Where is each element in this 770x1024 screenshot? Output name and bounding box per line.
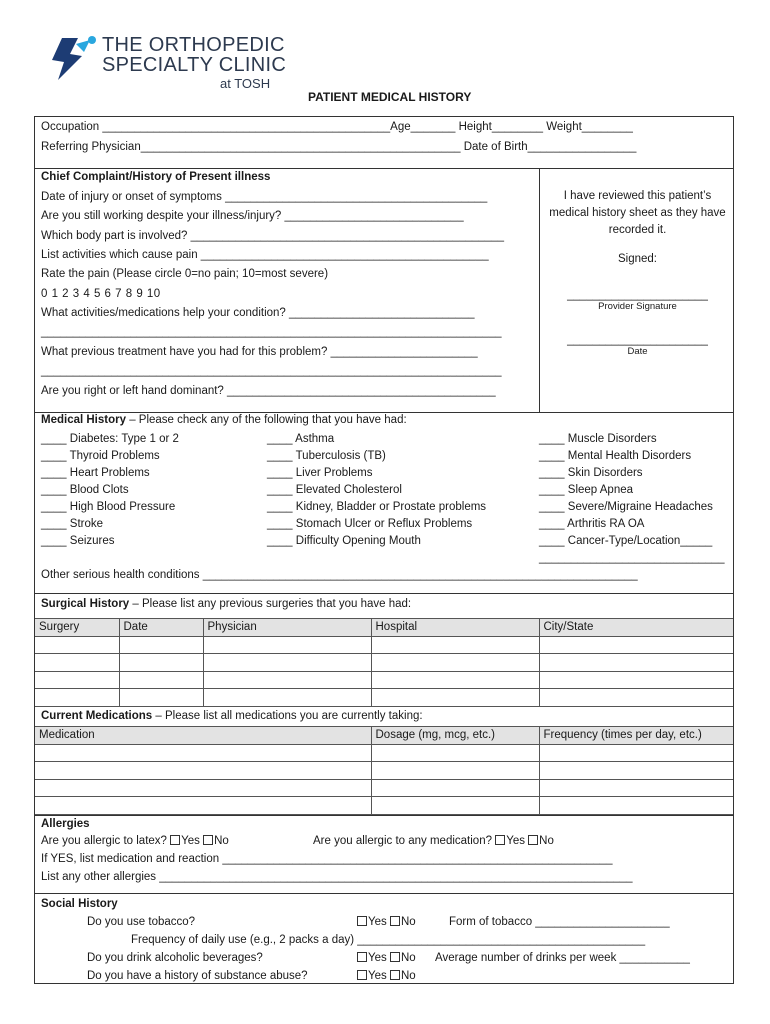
medical-history-heading: Medical History: [41, 414, 126, 426]
tobacco-options: [357, 916, 416, 928]
column-header: Physician: [203, 619, 371, 637]
logo-subtitle: at TOSH: [220, 76, 271, 91]
latex-question-label: Are you allergic to latex?: [41, 835, 167, 847]
conditions-column-3: [539, 431, 724, 567]
medical-history-header: [41, 414, 407, 426]
medication-allergy-question: [313, 835, 554, 847]
table-cell[interactable]: [539, 779, 733, 797]
table-cell[interactable]: [35, 744, 371, 762]
condition-item[interactable]: ____ Muscle Disorders: [539, 433, 657, 445]
tobacco-question: Do you use tobacco?: [87, 916, 196, 928]
surgical-history-heading: Surgical History: [41, 598, 130, 610]
yes-label: Yes: [368, 952, 387, 964]
clinic-logo: [48, 32, 288, 92]
body-part-field[interactable]: Which body part is involved? _________________________________________________: [41, 230, 504, 242]
no-label: No: [214, 835, 229, 847]
conditions-column-1: [41, 431, 179, 550]
yes-label: Yes: [181, 835, 200, 847]
logo-line-2: SPECIALTY CLINIC: [102, 54, 287, 76]
latex-allergy-question: [41, 835, 229, 847]
divider: [35, 412, 733, 413]
condition-item[interactable]: ____ Skin Disorders: [539, 467, 643, 479]
chief-complaint-heading: Chief Complaint/History of Present illness: [41, 171, 271, 183]
column-header: Date: [119, 619, 203, 637]
table-cell[interactable]: [539, 654, 733, 672]
table-cell[interactable]: [371, 779, 539, 797]
table-row[interactable]: [35, 762, 733, 780]
hand-dominance-field[interactable]: Are you right or left hand dominant? __________________________________________: [41, 385, 496, 397]
table-cell[interactable]: [539, 671, 733, 689]
alcohol-options: [357, 952, 416, 964]
review-statement: I have reviewed this patient’s medical history sheet as they have recorded it.: [549, 190, 726, 236]
medication-question-label: Are you allergic to any medication?: [313, 835, 492, 847]
table-cell[interactable]: [539, 689, 733, 707]
table-row[interactable]: [35, 654, 733, 672]
table-row[interactable]: [35, 689, 733, 707]
table-cell[interactable]: [203, 636, 371, 654]
condition-item[interactable]: ____ Cancer-Type/Location_____: [539, 535, 713, 547]
tobacco-no-checkbox[interactable]: [390, 916, 400, 926]
table-cell[interactable]: [35, 671, 119, 689]
provider-review-box: [539, 168, 735, 413]
table-cell[interactable]: [371, 654, 539, 672]
pain-activities-field[interactable]: List activities which cause pain _____________________________________________: [41, 249, 489, 261]
medications-table: [35, 726, 733, 815]
condition-item[interactable]: ____ Difficulty Opening Mouth: [267, 535, 421, 547]
no-label: No: [539, 835, 554, 847]
previous-treatment-field[interactable]: What previous treatment have you had for this problem? _______________________: [41, 346, 478, 358]
table-cell[interactable]: [371, 744, 539, 762]
latex-yes-checkbox[interactable]: [170, 835, 180, 845]
condition-item[interactable]: ____ Severe/Migraine Headaches: [539, 501, 713, 513]
table-cell[interactable]: [203, 654, 371, 672]
still-working-field[interactable]: Are you still working despite your illness/injury? ____________________________: [41, 210, 464, 222]
document-title: PATIENT MEDICAL HISTORY: [308, 90, 472, 104]
onset-date-field[interactable]: Date of injury or onset of symptoms _________________________________________: [41, 191, 488, 203]
medication-yes-checkbox[interactable]: [495, 835, 505, 845]
alcohol-yes-checkbox[interactable]: [357, 952, 367, 962]
table-row[interactable]: [35, 744, 733, 762]
other-allergies-field[interactable]: List any other allergies __________________________________________________________________________: [41, 871, 633, 883]
condition-item[interactable]: ____ High Blood Pressure: [41, 501, 176, 513]
column-header: Medication: [35, 727, 371, 745]
condition-item[interactable]: ____ Blood Clots: [41, 484, 129, 496]
condition-item[interactable]: ____ Stomach Ulcer or Reflux Problems: [267, 518, 473, 530]
alcohol-question: Do you drink alcoholic beverages?: [87, 952, 263, 964]
column-header: Hospital: [371, 619, 539, 637]
tobacco-form-field[interactable]: Form of tobacco _____________________: [449, 916, 670, 928]
form-frame: [34, 116, 734, 984]
alcohol-no-checkbox[interactable]: [390, 952, 400, 962]
runner-logo-icon: [48, 34, 100, 82]
table-cell[interactable]: [119, 654, 203, 672]
table-cell[interactable]: [35, 689, 119, 707]
yes-label: Yes: [368, 916, 387, 928]
table-cell[interactable]: [539, 762, 733, 780]
column-header: City/State: [539, 619, 733, 637]
helpful-activities-continued[interactable]: ________________________________________________________________________: [41, 326, 502, 338]
table-cell[interactable]: [371, 671, 539, 689]
no-label: No: [400, 952, 416, 964]
substance-abuse-options: [357, 970, 416, 982]
condition-item-continued[interactable]: _____________________________: [539, 552, 725, 564]
provider-signature-line[interactable]: ______________________: [567, 289, 708, 301]
tobacco-yes-checkbox[interactable]: [357, 916, 367, 926]
logo-line-1: THE ORTHOPEDIC: [102, 34, 285, 56]
reaction-list-field[interactable]: If YES, list medication and reaction _____________________________________________________________: [41, 853, 613, 865]
occupation-line[interactable]: Occupation _____________________________________________Age_______ Height________ Weight________: [41, 121, 633, 133]
condition-item[interactable]: ____ Sleep Apnea: [539, 484, 634, 496]
table-cell[interactable]: [119, 689, 203, 707]
medications-heading: Current Medications: [41, 710, 153, 722]
condition-item[interactable]: ____ Tuberculosis (TB): [267, 450, 386, 462]
tobacco-frequency-field[interactable]: Frequency of daily use (e.g., 2 packs a day) _____________________________________________: [131, 934, 646, 946]
substance-abuse-question: Do you have a history of substance abuse?: [87, 970, 308, 982]
pain-scale[interactable]: 0 1 2 3 4 5 6 7 8 9 10: [41, 288, 161, 300]
column-header: Frequency (times per day, etc.): [539, 727, 733, 745]
pain-rating-instruction: Rate the pain (Please circle 0=no pain; 10=most severe): [41, 268, 329, 280]
divider: [35, 815, 733, 816]
condition-item[interactable]: ____ Asthma: [267, 433, 335, 445]
signed-label: Signed:: [617, 253, 657, 265]
date-signature-label: Date: [627, 346, 648, 357]
table-cell[interactable]: [539, 636, 733, 654]
table-cell[interactable]: [539, 744, 733, 762]
condition-item[interactable]: ____ Seizures: [41, 535, 115, 547]
condition-item[interactable]: ____ Kidney, Bladder or Prostate problems: [267, 501, 487, 513]
table-cell[interactable]: [35, 779, 371, 797]
table-cell[interactable]: [35, 762, 371, 780]
allergies-heading: Allergies: [41, 818, 90, 830]
medications-header: [41, 710, 423, 722]
column-header: Surgery: [35, 619, 119, 637]
table-cell[interactable]: [203, 671, 371, 689]
medication-no-checkbox[interactable]: [528, 835, 538, 845]
referring-physician-line[interactable]: Referring Physician__________________________________________________ Date of Birth_________________: [41, 141, 637, 153]
date-signature-line[interactable]: ______________________: [567, 334, 708, 346]
substance-no-checkbox[interactable]: [390, 970, 400, 980]
drinks-per-week-field[interactable]: Average number of drinks per week ___________: [435, 952, 690, 964]
social-history-heading: Social History: [41, 898, 118, 910]
condition-item[interactable]: ____ Liver Problems: [267, 467, 373, 479]
no-label: No: [400, 970, 416, 982]
condition-item[interactable]: ____ Mental Health Disorders: [539, 450, 692, 462]
table-cell[interactable]: [35, 654, 119, 672]
surgical-history-instruction: – Please list any previous surgeries that you have had:: [129, 598, 412, 610]
table-cell[interactable]: [35, 797, 371, 815]
other-conditions-field[interactable]: Other serious health conditions ____________________________________________________________________: [41, 569, 638, 581]
condition-item[interactable]: ____ Elevated Cholesterol: [267, 484, 402, 496]
divider: [35, 593, 733, 594]
condition-item[interactable]: ____ Stroke: [41, 518, 104, 530]
table-row[interactable]: [35, 797, 733, 815]
helpful-activities-field[interactable]: What activities/medications help your condition? _____________________________: [41, 307, 475, 319]
surgery-table: [35, 618, 733, 707]
table-cell[interactable]: [35, 636, 119, 654]
table-cell[interactable]: [371, 689, 539, 707]
table-cell[interactable]: [371, 797, 539, 815]
table-cell[interactable]: [119, 636, 203, 654]
previous-treatment-continued[interactable]: ________________________________________________________________________: [41, 365, 502, 377]
provider-signature-label: Provider Signature: [598, 301, 677, 312]
surgical-history-header: [41, 598, 411, 610]
medications-instruction: – Please list all medications you are currently taking:: [152, 710, 423, 722]
condition-item[interactable]: ____ Heart Problems: [41, 467, 150, 479]
no-label: No: [400, 916, 416, 928]
table-row[interactable]: [35, 779, 733, 797]
medical-history-instruction: – Please check any of the following that you have had:: [126, 414, 407, 426]
table-cell[interactable]: [371, 762, 539, 780]
table-cell[interactable]: [371, 636, 539, 654]
condition-item[interactable]: ____ Thyroid Problems: [41, 450, 160, 462]
latex-no-checkbox[interactable]: [203, 835, 213, 845]
table-row[interactable]: [35, 636, 733, 654]
table-header-row: [35, 727, 733, 745]
conditions-column-2: [267, 431, 486, 550]
divider: [35, 893, 733, 894]
table-cell[interactable]: [203, 689, 371, 707]
table-row[interactable]: [35, 671, 733, 689]
condition-item[interactable]: ____ Arthritis RA OA: [539, 518, 645, 530]
yes-label: Yes: [368, 970, 387, 982]
column-header: Dosage (mg, mcg, etc.): [371, 727, 539, 745]
table-header-row: [35, 619, 733, 637]
table-cell[interactable]: [539, 797, 733, 815]
yes-label: Yes: [506, 835, 525, 847]
condition-item[interactable]: ____ Diabetes: Type 1 or 2: [41, 433, 179, 445]
substance-yes-checkbox[interactable]: [357, 970, 367, 980]
table-cell[interactable]: [119, 671, 203, 689]
